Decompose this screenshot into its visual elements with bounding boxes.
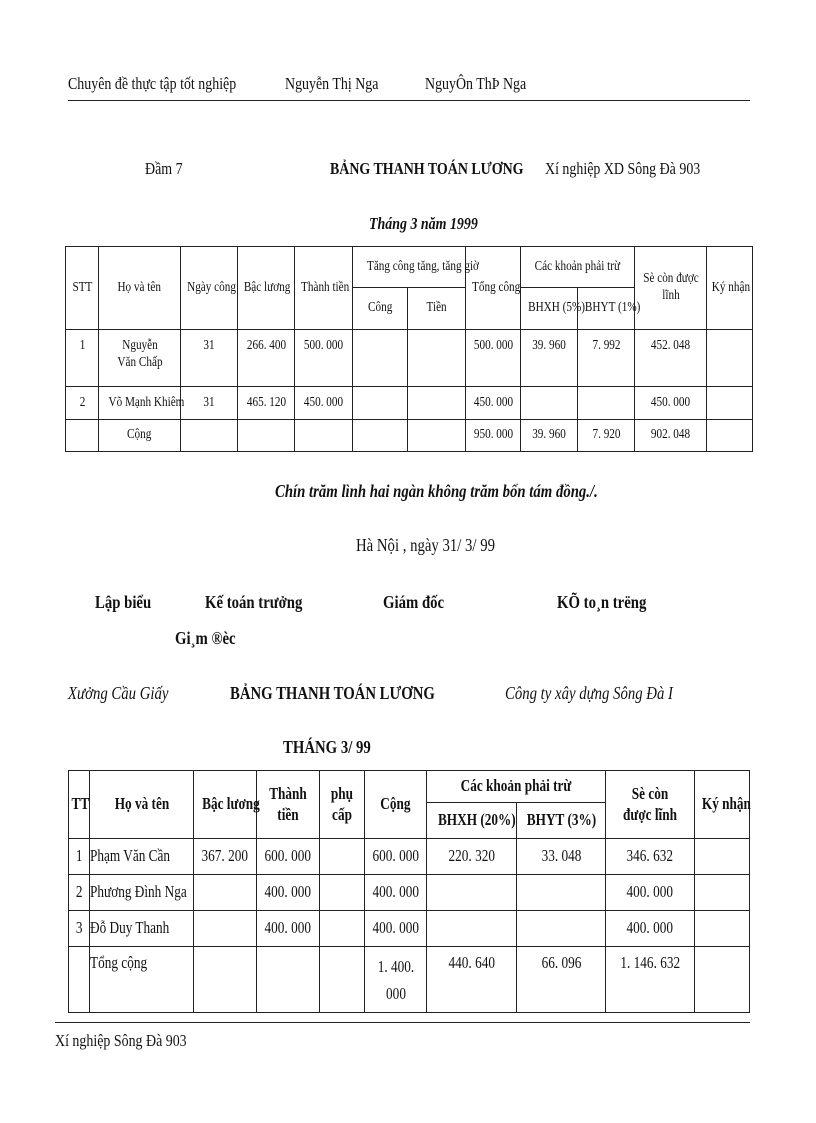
th-name: Họ và tên (99, 247, 181, 330)
th-days: Ngày công (181, 247, 238, 330)
table-row: 1 Nguyễn Văn Chấp 31 266. 400 500. 000 500. 000 39. 960 7. 992 452. 048 (66, 330, 753, 387)
amount-in-words: Chín trăm lình hai ngàn không trăm bốn tám đồng./. (275, 481, 598, 501)
sheet1-title: BẢNG THANH TOÁN LƯƠNG (330, 159, 524, 178)
th-deductions: Các khoản phải trừ (521, 247, 635, 288)
th-remain: Sè còn được lĩnh (635, 247, 707, 330)
payroll-table-1 (65, 246, 753, 452)
footer-rule (55, 1022, 750, 1023)
table-row: 1 Phạm Văn Cần 367. 200 600. 000 600. 000 220. 320 33. 048 346. 632 (69, 839, 750, 875)
th-grade: Bậc lương (238, 247, 295, 330)
header-rule (68, 100, 750, 101)
th2-tt: TT (69, 771, 90, 839)
th-bhyt: BHYT (1%) (578, 288, 635, 330)
total-row: Cộng 950. 000 39. 960 7. 920 902. 048 (66, 420, 753, 452)
th-stt: STT (66, 247, 99, 330)
th2-sum: Cộng (365, 771, 427, 839)
th-ot-money: Tiền (408, 288, 466, 330)
th-bhxh: BHXH (5%) (521, 288, 578, 330)
th-ot-days: Công (353, 288, 408, 330)
th-amount: Thành tiền (295, 247, 353, 330)
table-row: 2 Phương Đình Nga 400. 000 400. 000 400. 000 (69, 875, 750, 911)
th-sign: Ký nhận (707, 247, 753, 330)
payroll-table-2 (68, 770, 750, 1013)
sig-director: Giám đốc (383, 592, 445, 612)
sig-chief-accountant-garbled: KÕ to¸n trëng (557, 592, 647, 612)
header-left: Chuyên đề thực tập tốt nghiệp (68, 74, 237, 93)
th2-bhyt: BHYT (3%) (517, 803, 606, 839)
sheet2-unit-label: Xưởng Cầu Giấy (68, 683, 169, 703)
table-row: 2 Võ Mạnh Khiêm 31 465. 120 450. 000 450. 000 450. 000 (66, 387, 753, 420)
sheet2-period: THÁNG 3/ 99 (283, 737, 371, 757)
sheet2-company: Công ty xây dựng Sông Đà I (505, 683, 673, 703)
th2-amount: Thành tiền (257, 771, 320, 839)
header-author: Nguyễn Thị Nga (285, 74, 379, 93)
th-total: Tổng công (466, 247, 521, 330)
place-date: Hà Nội , ngày 31/ 3/ 99 (356, 535, 495, 555)
header-author-garbled: NguyÔn ThÞ Nga (425, 74, 527, 93)
sig-director-garbled: Gi¸m ®èc (175, 628, 236, 648)
sig-chief-accountant: Kế toán trưởng (205, 592, 303, 612)
table-row: 3 Đỗ Duy Thanh 400. 000 400. 000 400. 000 (69, 911, 750, 947)
sheet1-unit-label: Đầm 7 (145, 159, 183, 178)
sig-preparer: Lập biểu (95, 592, 152, 612)
th2-sign: Ký nhận (695, 771, 750, 839)
th2-bhxh: BHXH (20%) (427, 803, 517, 839)
sheet1-company: Xí nghiệp XD Sông Đà 903 (545, 159, 701, 178)
th2-deductions: Các khoản phải trừ (427, 771, 606, 803)
total-row: Tổng cộng 1. 400. 000 440. 640 66. 096 1. 146. 632 (69, 947, 750, 1013)
th2-name: Họ và tên (90, 771, 194, 839)
sheet1-period: Tháng 3 năm 1999 (369, 214, 478, 233)
th2-remain: Sè còn được lĩnh (606, 771, 695, 839)
th2-allowance: phụ cấp (320, 771, 365, 839)
footer-left: Xí nghiệp Sông Đà 903 (55, 1031, 187, 1050)
th2-grade: Bậc lương (194, 771, 257, 839)
th-overtime: Tăng công tăng, tăng giờ (353, 247, 466, 288)
sheet2-title: BẢNG THANH TOÁN LƯƠNG (230, 683, 435, 703)
